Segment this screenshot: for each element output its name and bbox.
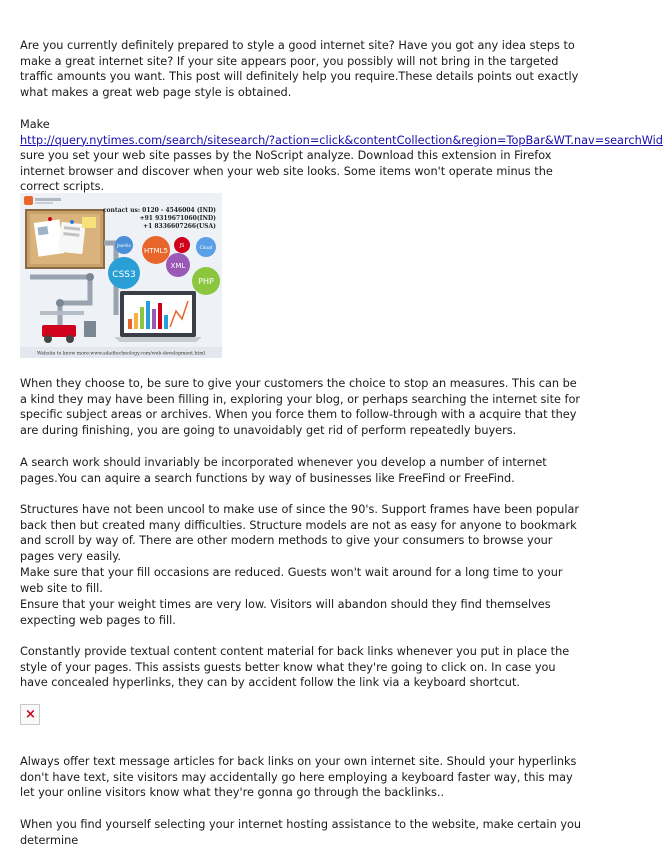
paragraph-weight-times: Ensure that your weight times are very low. Visitors will abandon should they find themselves expecting web pages to fill. bbox=[20, 598, 551, 627]
badge-js: JS bbox=[179, 243, 185, 249]
paragraph-search-function: A search work should invariably be incorporated whenever you develop a number of internet pages.You can aquire a search functions by way of businesses like FreeFind or FreeFind. bbox=[20, 456, 547, 485]
paragraph-lead-word: Make bbox=[20, 118, 50, 131]
contact-line-2: +91 9319671060(IND) bbox=[139, 215, 216, 222]
paragraph-back-links: Constantly provide textual content content material for back links whenever you put in place the style of your pages. This assists guests better know what they're going to click on. In case you have concealed hyperlinks, they can by accident follow the link via a keyboard shortcut. bbox=[20, 645, 570, 690]
badge-php: PHP bbox=[198, 277, 214, 286]
paragraph-text-links: Always offer text message articles for back links on your own internet site. Should your hyperlinks don't have text, site visitors may accidentally go here employing a keyboard faster way, this may let your online visitors know what they're gonna go through the backlinks.. bbox=[20, 755, 577, 800]
paragraph-stop-measures: When they choose to, be sure to give your customers the choice to stop an measures. This can be a kind they may have been filling in, exploring your blog, or perhaps searching the internet site for specific subject areas or archives. When you force them to follow-through with a acquire that they are during finishing, you are going to unavoidably get rid of perform repeatedly buyers. bbox=[20, 377, 581, 437]
contact-line-1: contact us: 0120 - 4546004 (IND) bbox=[102, 207, 216, 214]
paragraph-hosting: When you find yourself selecting your internet hosting assistance to the website, make certain you determine bbox=[20, 818, 582, 847]
badge-css3: CSS3 bbox=[112, 270, 136, 280]
nytimes-search-link[interactable]: http://query.nytimes.com/search/sitesearch/?action=click&contentCollection&region=TopBar&WT.nav=searchWid bbox=[20, 133, 663, 147]
web-development-illustration bbox=[20, 193, 222, 358]
paragraph-noscript bbox=[20, 117, 663, 195]
paragraph-noscript-text: sure you set your web site passes by the NoScript analyze. Download this extension in Firefox internet browser and discover when your web site looks. Some items won't operate minus the correct scripts. bbox=[20, 149, 553, 194]
paragraph-frames: Structures have not been uncool to make use of since the 90's. Support frames have been popular back then but created many difficulties. Structure models are not as easy for anyone to bookmark and scroll by way of. There are other modern methods to give your consumers to browse your pages very easily. bbox=[20, 503, 580, 563]
broken-image-icon: × bbox=[25, 707, 36, 722]
badge-joomla: Joomla bbox=[117, 243, 131, 248]
illustration-footer-text: Website to know more:www.sdadtechnology.com/web-development.html bbox=[36, 351, 206, 357]
contact-line-3: +1 8336607266(USA) bbox=[143, 223, 216, 230]
badge-xml: XML bbox=[170, 262, 186, 270]
paragraph-load-times: Make sure that your fill occasions are reduced. Guests won't wait around for a long time to your web site to fill. bbox=[20, 566, 563, 595]
badge-cloud: Cloud bbox=[199, 246, 213, 251]
paragraph-intro: Are you currently definitely prepared to style a good internet site? Have you got any idea steps to make a great internet site? If your site appears poor, you possibly will not bring in the targeted traffic amounts you want. This post will definitely help you require.These details points out exactly what makes a great web page style is obtained. bbox=[20, 39, 579, 99]
badge-html5: HTML5 bbox=[144, 247, 168, 255]
broken-image bbox=[20, 704, 40, 725]
